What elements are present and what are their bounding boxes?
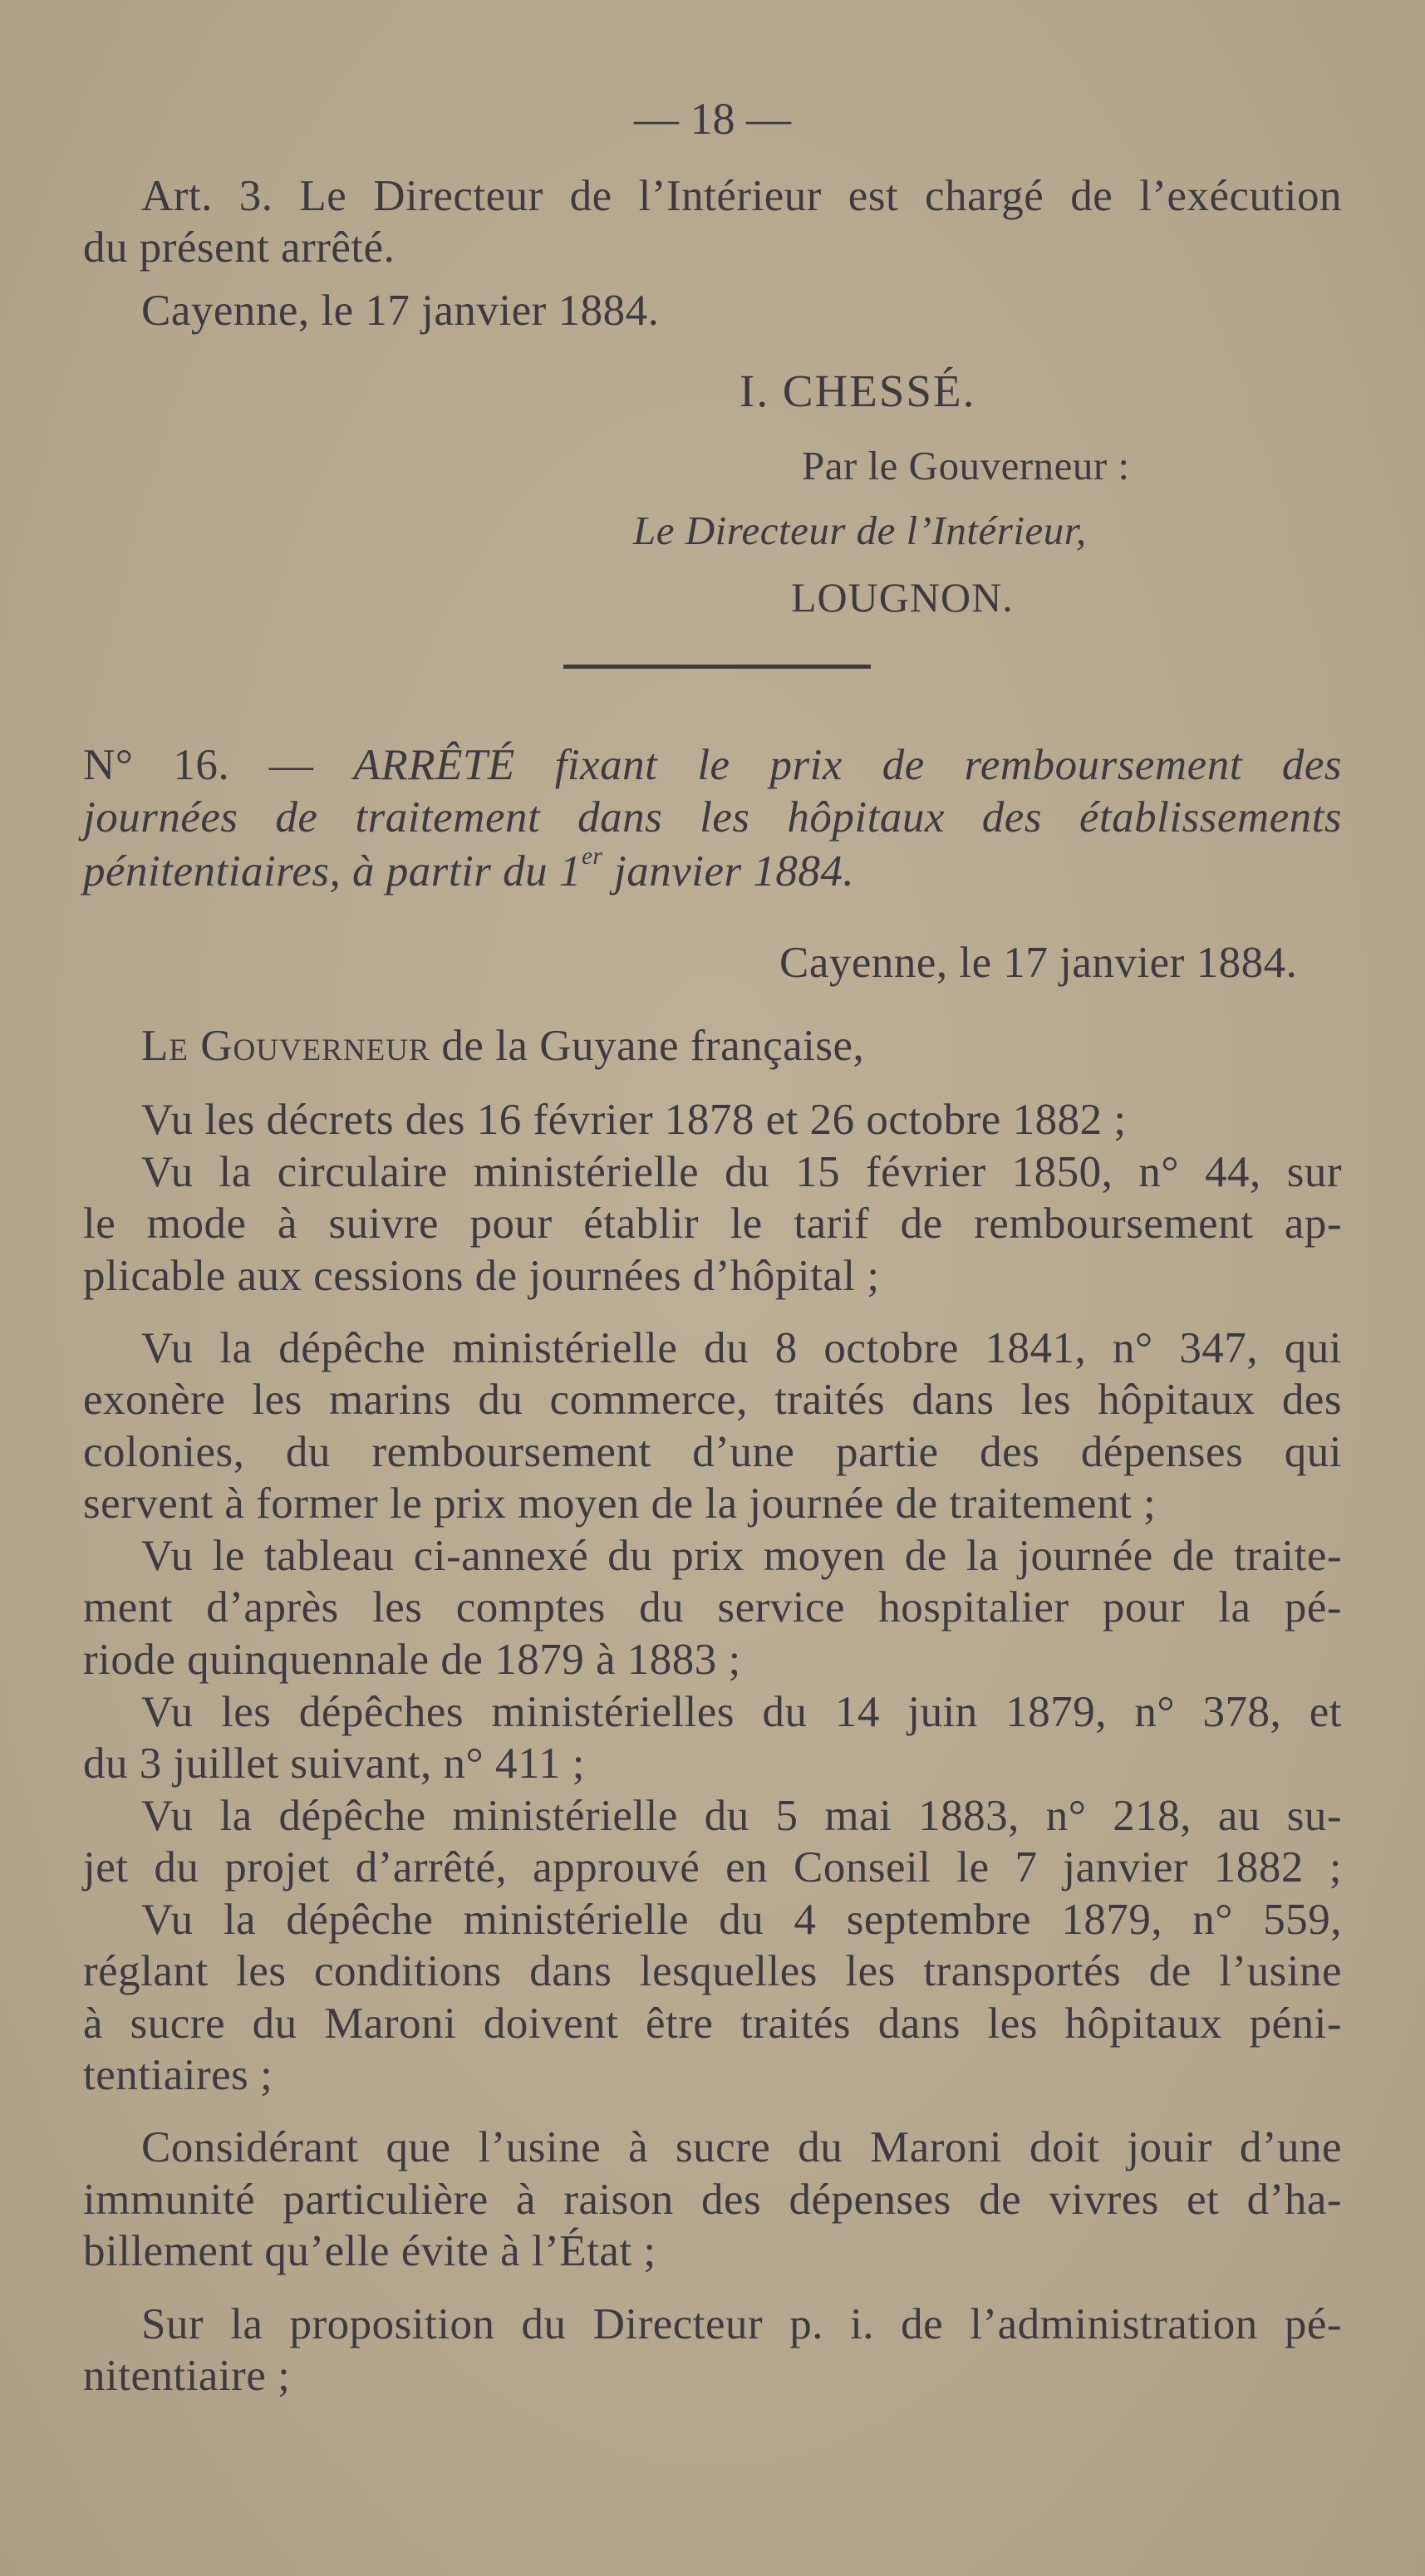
arrete-number: N° 16. —	[83, 741, 314, 789]
section-divider	[563, 665, 871, 669]
body-line-11: riode quinquennale de 1879 à 1883 ;	[83, 1636, 741, 1684]
arrete-title-1: ARRÊTÉ fixant le prix de remboursement des	[353, 741, 1342, 789]
body-line-1: Vu les décrets des 16 février 1878 et 26 octobre 1882 ;	[141, 1096, 1127, 1144]
signatory-name: I. CHESSÉ.	[740, 366, 976, 416]
body-line-13: du 3 juillet suivant, n° 411 ;	[83, 1739, 585, 1788]
body-line-10: ment d’après les comptes du service hospitalier pour la pé-	[83, 1583, 1342, 1631]
body-line-8: servent à former le prix moyen de la journée de traitement ;	[83, 1479, 1157, 1528]
signatory-by: Par le Gouverneur :	[802, 443, 1130, 488]
body-line-18: à sucre du Maroni doivent être traités dans les hôpitaux péni-	[83, 1999, 1342, 2048]
governor-title: Le Gouverneur	[141, 1022, 430, 1070]
body-line-23: Sur la proposition du Directeur p. i. de l’administration pé-	[141, 2300, 1342, 2348]
ordinal-superscript: er	[581, 842, 603, 870]
governor-line	[141, 1020, 864, 1072]
body-line-12: Vu les dépêches ministérielles du 14 juin 1879, n° 378, et	[141, 1688, 1342, 1736]
governor-rest: de la Guyane française,	[430, 1022, 865, 1070]
body-line-4: plicable aux cessions de journées d’hôpital ;	[83, 1252, 880, 1300]
body-line-5: Vu la dépêche ministérielle du 8 octobre 1841, n° 347, qui	[141, 1324, 1342, 1372]
body-line-14: Vu la dépêche ministérielle du 5 mai 1883, n° 218, au su-	[141, 1792, 1342, 1840]
body-line-22: billement qu’elle évite à l’État ;	[83, 2227, 656, 2275]
arrete-title-3: pénitentiaires, à partir du 1	[83, 847, 582, 895]
arrete-title-3-end: janvier 1884.	[602, 847, 855, 895]
article-3-line-1: Art. 3. Le Directeur de l’Intérieur est chargé de l’exécution	[141, 172, 1342, 220]
page-number: — 18 —	[634, 94, 791, 144]
body-line-3: le mode à suivre pour établir le tarif de remboursement ap-	[83, 1200, 1342, 1248]
body-line-7: colonies, du remboursement d’une partie des dépenses qui	[83, 1428, 1342, 1476]
place-date-arrete: Cayenne, le 17 janvier 1884.	[779, 939, 1298, 987]
body-line-9: Vu le tableau ci-annexé du prix moyen de la journée de traite-	[141, 1532, 1342, 1580]
arrete-heading-line-1	[83, 739, 1342, 791]
body-line-2: Vu la circulaire ministérielle du 15 février 1850, n° 44, sur	[141, 1148, 1342, 1196]
place-date-signature: Cayenne, le 17 janvier 1884.	[141, 287, 660, 335]
body-line-15: jet du projet d’arrêté, approuvé en Conseil le 7 janvier 1882 ;	[83, 1843, 1342, 1892]
body-line-21: immunité particulière à raison des dépenses de vivres et d’ha-	[83, 2176, 1342, 2224]
body-line-17: réglant les conditions dans lesquelles les transportés de l’usine	[83, 1947, 1342, 1995]
signatory-title: Le Directeur de l’Intérieur,	[633, 508, 1087, 553]
article-3-line-2: du présent arrêté.	[83, 223, 396, 272]
arrete-heading-line-2: journées de traitement dans les hôpitaux des établissements	[83, 793, 1342, 841]
body-line-20: Considérant que l’usine à sucre du Maroni doit jouir d’une	[141, 2123, 1342, 2171]
arrete-heading-line-3	[83, 842, 855, 897]
body-line-24: nitentiaire ;	[83, 2352, 291, 2400]
body-line-6: exonère les marins du commerce, traités dans les hôpitaux des	[83, 1376, 1342, 1424]
body-line-19: tentiaires ;	[83, 2051, 273, 2099]
signatory-name-2: LOUGNON.	[791, 574, 1014, 621]
body-line-16: Vu la dépêche ministérielle du 4 septembre 1879, n° 559,	[141, 1896, 1342, 1944]
